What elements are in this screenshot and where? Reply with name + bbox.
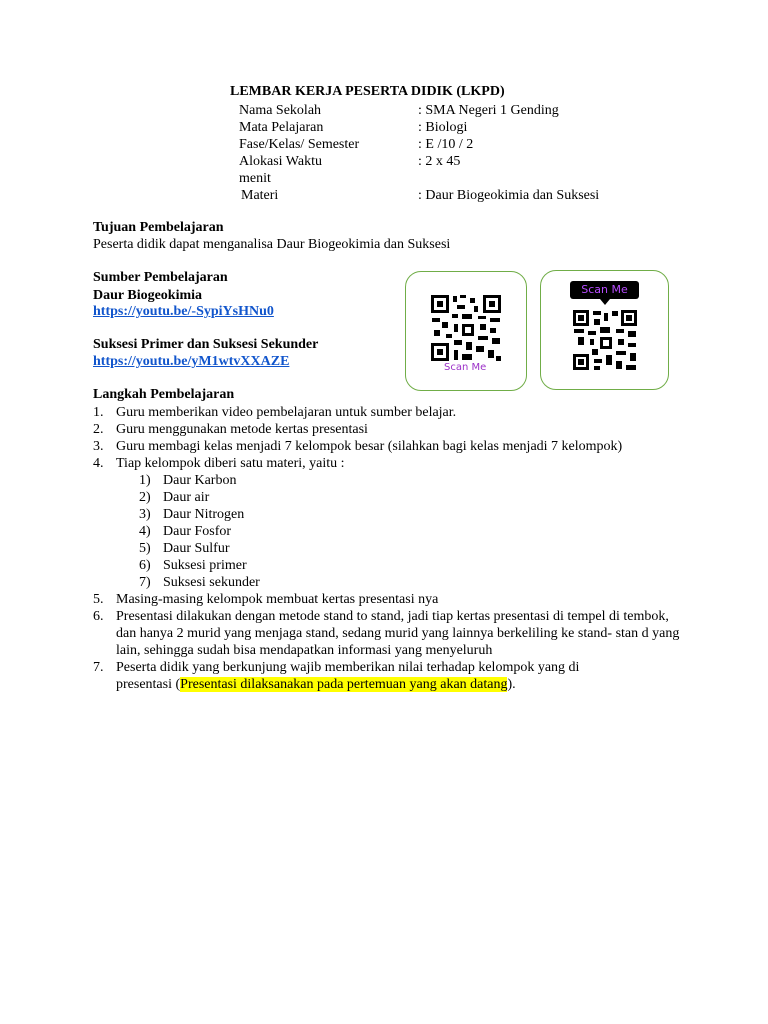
qr-card-1-label: Scan Me [444, 362, 487, 373]
qr-code-icon[interactable] [430, 294, 502, 362]
step-text: Masing-masing kelompok membuat kertas presentasi nya [116, 592, 439, 607]
sub-text: Daur Nitrogen [163, 507, 245, 522]
info-label-time-unit: menit [239, 171, 271, 186]
highlighted-note: Presentasi dilaksanakan pada pertemuan yang akan datang [180, 677, 508, 692]
step-text: Guru membagi kelas menjadi 7 kelompok besar (silahkan bagi kelas menjadi 7 kelompok) [116, 439, 623, 454]
list-item [93, 591, 693, 608]
step-text: Guru menggunakan metode kertas presentasi [116, 422, 368, 437]
step-number: 3. [93, 439, 104, 454]
info-value-material: : Daur Biogeokimia dan Suksesi [418, 188, 600, 203]
qr-card-1 [405, 271, 527, 391]
step-text: Tiap kelompok diberi satu materi, yaitu : [116, 456, 345, 471]
sub-number: 3) [139, 507, 151, 522]
sub-text: Daur Fosfor [163, 524, 232, 539]
list-item [93, 438, 693, 455]
info-label-phase: Fase/Kelas/ Semester [239, 137, 360, 152]
sumber-heading: Sumber Pembelajaran [93, 270, 228, 285]
sub-number: 5) [139, 541, 151, 556]
sub-text: Daur Karbon [163, 473, 237, 488]
step-number: 2. [93, 422, 104, 437]
sub-number: 6) [139, 558, 151, 573]
sub-text: Suksesi primer [163, 558, 247, 573]
sub-number: 4) [139, 524, 151, 539]
sumber-item2-link[interactable]: https://youtu.be/yM1wtvXXAZE [93, 354, 290, 369]
list-item [93, 421, 693, 438]
qr-code-icon[interactable] [572, 309, 638, 371]
langkah-heading: Langkah Pembelajaran [93, 387, 235, 402]
tujuan-text: Peserta didik dapat menganalisa Daur Biogeokimia dan Suksesi [93, 237, 451, 252]
list-item [116, 574, 693, 591]
list-item [116, 523, 693, 540]
list-item [93, 608, 693, 659]
qr-card-2 [540, 270, 669, 390]
steps-list [93, 404, 693, 693]
materi-list [116, 472, 693, 591]
list-item [116, 506, 693, 523]
badge-pointer-icon [600, 299, 610, 305]
info-value-school: : SMA Negeri 1 Gending [418, 103, 559, 118]
sumber-item1-link[interactable]: https://youtu.be/-SypiYsHNu0 [93, 304, 274, 319]
info-label-time: Alokasi Waktu [239, 154, 322, 169]
step-number: 5. [93, 592, 104, 607]
step-number: 6. [93, 609, 104, 624]
info-label-school: Nama Sekolah [239, 103, 322, 118]
info-label-subject: Mata Pelajaran [239, 120, 324, 135]
list-item [116, 540, 693, 557]
info-value-subject: : Biologi [418, 120, 468, 135]
sumber-item2-title: Suksesi Primer dan Suksesi Sekunder [93, 337, 319, 352]
list-item [116, 472, 693, 489]
step-number: 7. [93, 660, 104, 675]
sub-number: 2) [139, 490, 151, 505]
sub-text: Suksesi sekunder [163, 575, 260, 590]
page-title: LEMBAR KERJA PESERTA DIDIK (LKPD) [230, 84, 505, 99]
step-number: 1. [93, 405, 104, 420]
qr-card-2-badge: Scan Me [570, 281, 639, 299]
list-item [93, 404, 693, 421]
step-number: 4. [93, 456, 104, 471]
list-item [116, 489, 693, 506]
info-label-material: Materi [241, 188, 279, 203]
step-text: Presentasi dilakukan dengan metode stand to stand, jadi tiap kertas presentasi di tempel di tembok, dan hanya 2 murid yang menjaga stand, sedang murid yang lainnya berkeliling ke stand- stan d yang lain, sehingga sudah bisa mendapatkan informasi yang menyeluruh [116, 609, 680, 658]
info-value-time: : 2 x 45 [418, 154, 461, 169]
sumber-item1-title: Daur Biogeokimia [93, 288, 203, 303]
sub-text: Daur Sulfur [163, 541, 230, 556]
step-text-before: Peserta didik yang berkunjung wajib memberikan nilai terhadap kelompok yang di presentasi ( [116, 660, 580, 692]
step-text: Guru memberikan video pembelajaran untuk sumber belajar. [116, 405, 457, 420]
sub-text: Daur air [163, 490, 210, 505]
sub-number: 1) [139, 473, 151, 488]
step-text-after: ). [507, 677, 516, 692]
tujuan-heading: Tujuan Pembelajaran [93, 220, 224, 235]
list-item [93, 455, 693, 591]
info-value-phase: : E /10 / 2 [418, 137, 474, 152]
sub-number: 7) [139, 575, 151, 590]
list-item [116, 557, 693, 574]
list-item [93, 659, 693, 693]
